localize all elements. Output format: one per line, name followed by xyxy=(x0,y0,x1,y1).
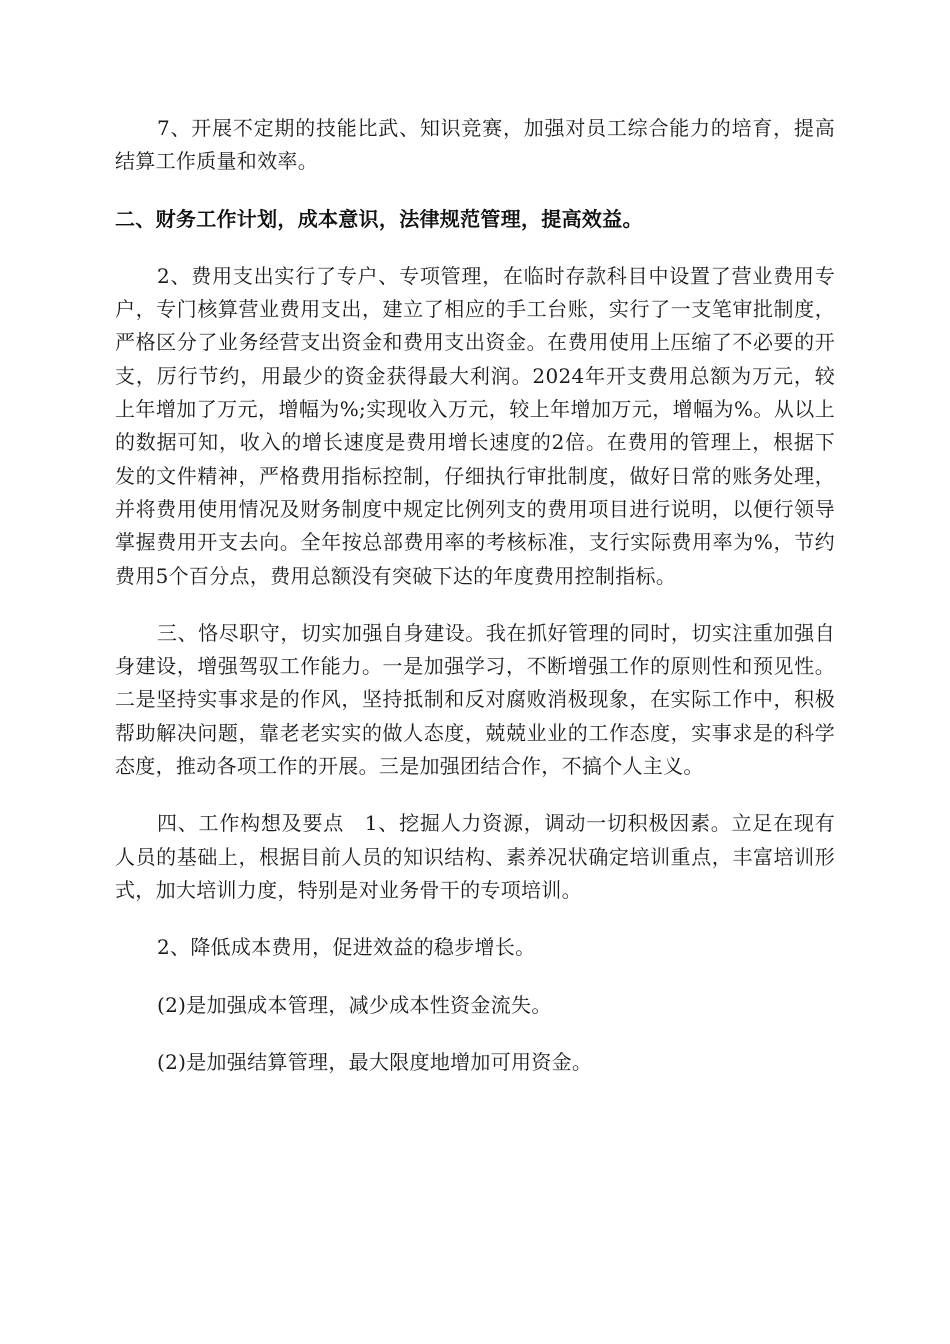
document-body xyxy=(115,112,835,1103)
list-item-settlement-management: (2)是加强结算管理，最大限度地增加可用资金。 xyxy=(157,1049,593,1074)
paragraph-self-development: 三、恪尽职守，切实加强自身建设。我在抓好管理的同时，切实注重加强自身建设，增强驾驭工作能力。一是加强学习，不断增强工作的原则性和预见性。二是坚持实事求是的作风，坚持抵制和反对腐败消极现象，在实际工作中，积极帮助解决问题，靠老老实实的做人态度，兢兢业业的工作态度，实事求是的科学态度，推动各项工作的开展。三是加强团结合作，不搞个人主义。 xyxy=(115,620,835,779)
list-item-reduce-costs: 2、降低成本费用，促进效益的稳步增长。 xyxy=(157,935,536,960)
paragraph-skills-competition: 7、开展不定期的技能比武、知识竞赛，加强对员工综合能力的培育，提高结算工作质量和效率。 xyxy=(115,116,835,174)
paragraph-expense-management: 2、费用支出实行了专户、专项管理，在临时存款科目中设置了营业费用专户，专门核算营业费用支出，建立了相应的手工台账，实行了一支笔审批制度，严格区分了业务经营支出资金和费用支出资金。在费用使用上压缩了不必要的开支，厉行节约，用最少的资金获得最大利润。2024年开支费用总额为万元，较上年增加了万元，增幅为%;实现收入万元，较上年增加万元，增幅为%。从以上的数据可知，收入的增长速度是费用增长速度的2倍。在费用的管理上，根据下发的文件精神，严格费用指标控制，仔细执行审批制度，做好日常的账务处理，并将费用使用情况及财务制度中规定比例列支的费用项目进行说明，以便行领导掌握费用开支去向。全年按总部费用率的考核标准，支行实际费用率为%，节约费用5个百分点，费用总额没有突破下达的年度费用控制指标。 xyxy=(115,263,835,588)
paragraph-work-plan: 四、工作构想及要点 1、挖掘人力资源，调动一切积极因素。立足在现有人员的基础上，根据目前人员的知识结构、素养况状确定培训重点，丰富培训形式，加大培训力度，特别是对业务骨干的专项培训。 xyxy=(115,811,835,902)
list-item-cost-management: (2)是加强成本管理，减少成本性资金流失。 xyxy=(157,992,552,1017)
section-heading-finance-plan: 二、财务工作计划，成本意识，法律规范管理，提高效益。 xyxy=(115,206,643,231)
